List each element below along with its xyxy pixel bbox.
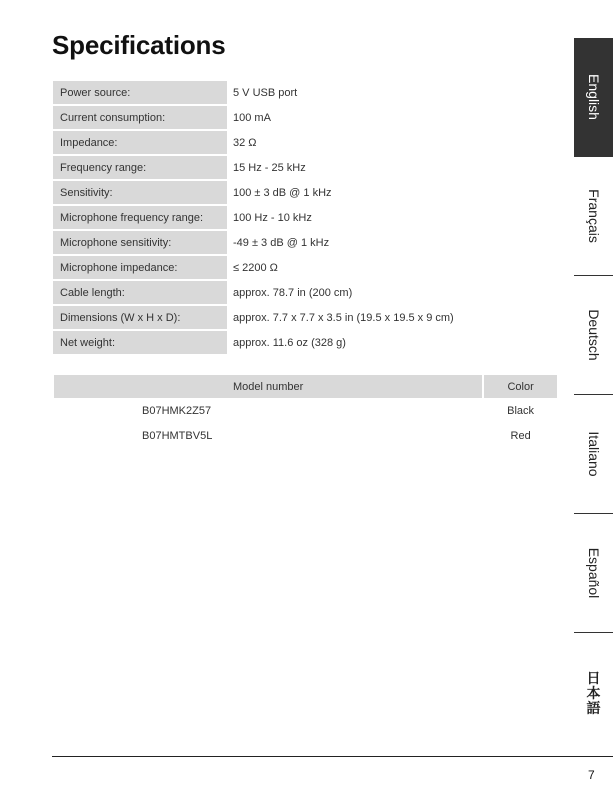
spec-label: Frequency range: (53, 155, 227, 180)
specifications-table (53, 81, 473, 356)
spec-value: 100 mA (227, 105, 473, 130)
spec-row (53, 255, 473, 280)
language-tab-label: English (585, 74, 602, 120)
model-color-table (52, 375, 559, 448)
language-tab-label: Français (585, 189, 602, 243)
spec-value: approx. 11.6 oz (328 g) (227, 330, 473, 355)
spec-label: Dimensions (W x H x D): (53, 305, 227, 330)
spec-label: Net weight: (53, 330, 227, 355)
spec-row (53, 130, 473, 155)
spec-value: 100 ± 3 dB @ 1 kHz (227, 180, 473, 205)
spec-row (53, 155, 473, 180)
spec-value: 5 V USB port (227, 81, 473, 105)
table-row (54, 423, 557, 448)
spec-label: Current consumption: (53, 105, 227, 130)
language-tab-label: Italiano (585, 431, 602, 477)
language-tab-english[interactable] (574, 38, 613, 157)
column-header-color: Color (484, 375, 557, 398)
language-tab-label: Deutsch (585, 309, 602, 361)
spec-label: Impedance: (53, 130, 227, 155)
spec-label: Sensitivity: (53, 180, 227, 205)
spec-value: approx. 7.7 x 7.7 x 3.5 in (19.5 x 19.5 x 9 cm) (227, 305, 473, 330)
page-title: Specifications (52, 30, 226, 60)
spec-value: 100 Hz - 10 kHz (227, 205, 473, 230)
spec-row (53, 330, 473, 355)
spec-label: Microphone impedance: (53, 255, 227, 280)
spec-label: Cable length: (53, 280, 227, 305)
color-cell: Red (510, 429, 531, 442)
spec-label: Power source: (53, 81, 227, 105)
language-tab-label: 日本語 (585, 670, 602, 715)
column-header-model-number: Model number (54, 375, 482, 398)
spec-row (53, 81, 473, 105)
language-tab-japanese[interactable] (574, 633, 613, 752)
spec-row (53, 105, 473, 130)
spec-value: -49 ± 3 dB @ 1 kHz (227, 230, 473, 255)
page-number: 7 (588, 768, 595, 782)
spec-value: 32 Ω (227, 130, 473, 155)
color-cell: Black (507, 404, 535, 417)
spec-value: 15 Hz - 25 kHz (227, 155, 473, 180)
spec-row (53, 230, 473, 255)
spec-row (53, 305, 473, 330)
language-tab-espanol[interactable] (574, 514, 613, 633)
language-tab-francais[interactable] (574, 157, 613, 276)
spec-row (53, 180, 473, 205)
spec-row (53, 205, 473, 230)
spec-value: approx. 78.7 in (200 cm) (227, 280, 473, 305)
language-tab-label: Español (585, 547, 602, 599)
spec-value: ≤ 2200 Ω (227, 255, 473, 280)
spec-label: Microphone frequency range: (53, 205, 227, 230)
spec-row (53, 280, 473, 305)
language-tab-italiano[interactable] (574, 395, 613, 514)
model-number-cell: B07HMTBV5L (142, 429, 213, 442)
spec-label: Microphone sensitivity: (53, 230, 227, 255)
language-tab-deutsch[interactable] (574, 276, 613, 395)
table-header-row (54, 375, 557, 398)
model-number-cell: B07HMK2Z57 (142, 404, 212, 417)
table-row (54, 398, 557, 423)
footer-divider (52, 756, 613, 757)
language-tabs (574, 38, 613, 752)
